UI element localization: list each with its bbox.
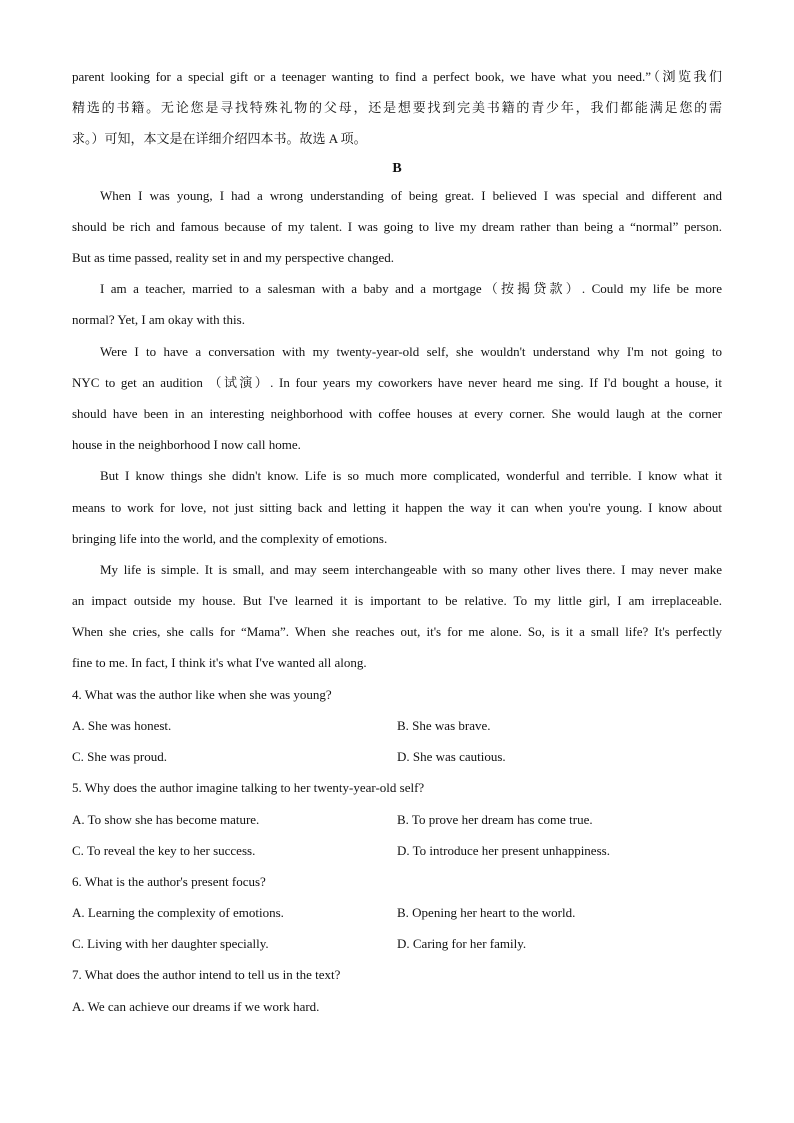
question-stem: 5. Why does the author imagine talking to her twenty-year-old self?	[72, 780, 425, 795]
question-stem: 7. What does the author intend to tell us in the text?	[72, 967, 341, 982]
passage-line: should have been in an interesting neighborhood with coffee houses at every corner. She would laugh at the corner	[72, 406, 722, 421]
intro-line: 精选的书籍。无论您是寻找特殊礼物的父母，还是想要找到完美书籍的青少年，我们都能满足您的需	[72, 100, 722, 115]
passage-line: bringing life into the world, and the complexity of emotions.	[72, 531, 388, 546]
passage-line: Were I to have a conversation with my twenty-year-old self, she wouldn't understand why I'm not going to	[100, 344, 722, 359]
passage-line: normal? Yet, I am okay with this.	[72, 312, 245, 327]
answer-option: A. She was honest.	[72, 718, 172, 733]
passage-line: My life is simple. It is small, and may seem interchangeable with so many other lives there. I may never make	[100, 562, 722, 577]
passage-line: NYC to get an audition （试演）. In four years my coworkers have never heard me sing. If I'd bought a house, it	[72, 375, 722, 390]
answer-option: B. To prove her dream has come true.	[397, 812, 593, 827]
passage-line: fine to me. In fact, I think it's what I've wanted all along.	[72, 655, 367, 670]
intro-line: 求。）可知，本文是在详细介绍四本书。故选 A 项。	[72, 131, 367, 146]
passage-line: should be rich and famous because of my talent. I was going to live my dream rather than being a “normal” person.	[72, 219, 722, 234]
passage-line: But I know things she didn't know. Life is so much more complicated, wonderful and terrible. I know what it	[100, 468, 722, 483]
passage-line: But as time passed, reality set in and my perspective changed.	[72, 250, 395, 265]
answer-option: D. She was cautious.	[397, 749, 506, 764]
answer-option: D. To introduce her present unhappiness.	[397, 843, 610, 858]
passage-line: I am a teacher, married to a salesman with a baby and a mortgage（按揭贷款）. Could my life be more	[100, 281, 722, 296]
section-heading: B	[392, 161, 402, 176]
answer-option: A. To show she has become mature.	[72, 812, 260, 827]
answer-option: C. She was proud.	[72, 749, 167, 764]
passage-line: an impact outside my house. But I've learned it is important to be relative. To my little girl, I am irreplaceable.	[72, 593, 722, 608]
passage-line: house in the neighborhood I now call home.	[72, 437, 301, 452]
intro-line: parent looking for a special gift or a teenager wanting to find a perfect book, we have what you need.”（浏览我们	[72, 69, 722, 84]
answer-option: B. Opening her heart to the world.	[397, 905, 576, 920]
passage-line: When I was young, I had a wrong understanding of being great. I believed I was special and different and	[100, 188, 722, 203]
answer-option: D. Caring for her family.	[397, 936, 527, 951]
question-stem: 6. What is the author's present focus?	[72, 874, 266, 889]
answer-option: A. We can achieve our dreams if we work hard.	[72, 999, 320, 1014]
answer-option: C. To reveal the key to her success.	[72, 843, 256, 858]
answer-option: B. She was brave.	[397, 718, 491, 733]
answer-option: A. Learning the complexity of emotions.	[72, 905, 284, 920]
question-stem: 4. What was the author like when she was young?	[72, 687, 332, 702]
passage-line: means to work for love, not just sitting back and letting it happen the way it can when you're young. I know about	[72, 500, 722, 515]
answer-option: C. Living with her daughter specially.	[72, 936, 269, 951]
passage-line: When she cries, she calls for “Mama”. When she reaches out, it's for me alone. So, is it a small life? It's perfectly	[72, 624, 722, 639]
